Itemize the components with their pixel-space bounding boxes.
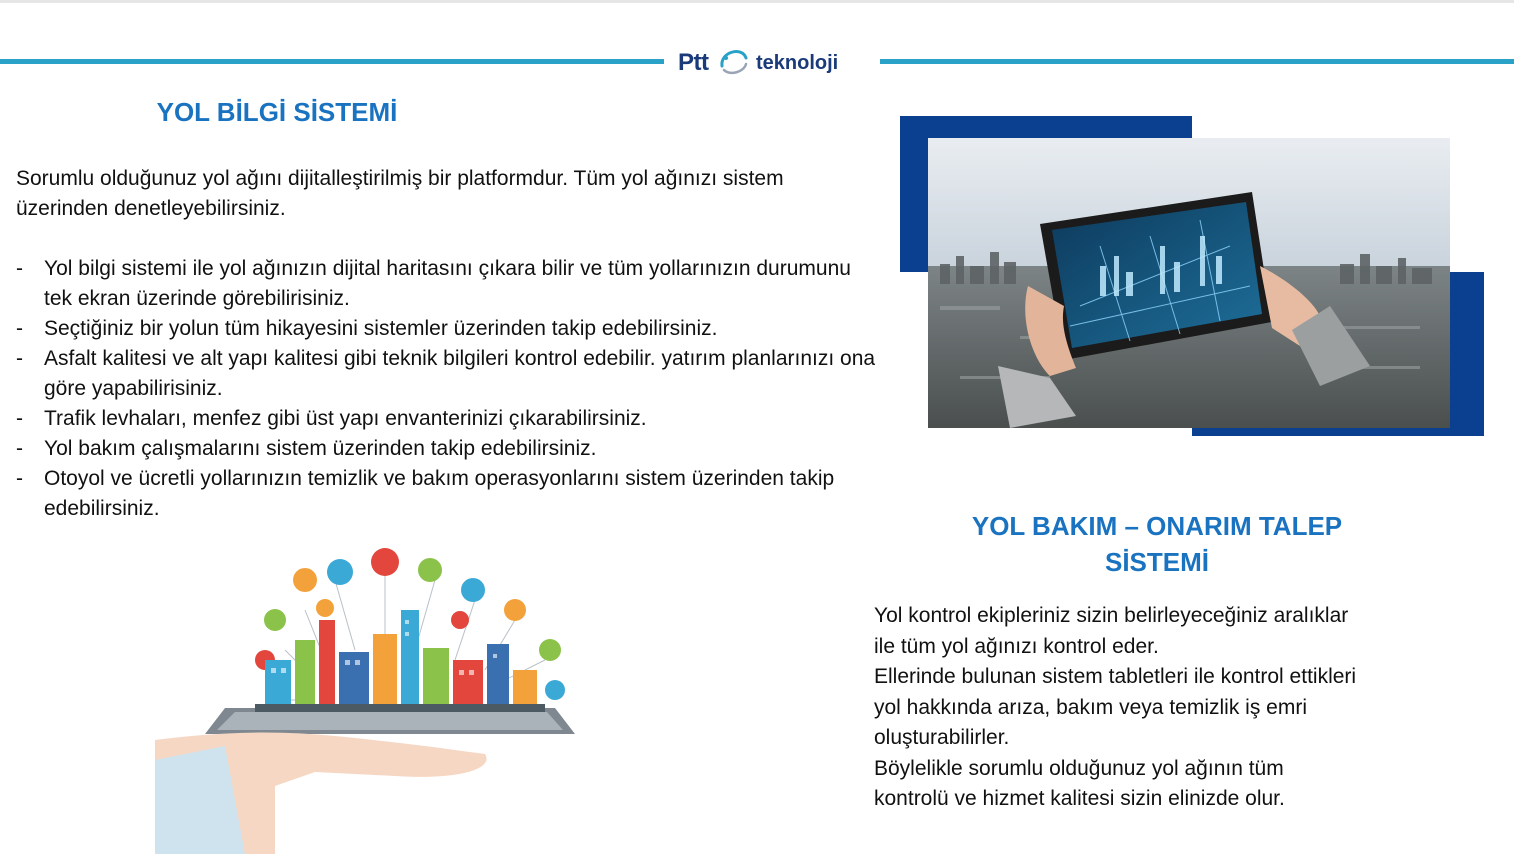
header-rule-right: [880, 59, 1514, 64]
paragraph-line: kontrolü ve hizmet kalitesi sizin elinizde olur.: [874, 787, 1285, 810]
list-item: - Trafik levhaları, menfez gibi üst yapı envanterinizi çıkarabilirsiniz.: [16, 407, 647, 430]
paragraph-line: Yol kontrol ekipleriniz sizin belirleyeceğiniz aralıklar: [874, 604, 1349, 627]
list-item: - Yol bilgi sistemi ile yol ağınızın dijital haritasını çıkara bilir ve tüm yollarınızın durumunu tek ekran üzerinde görebilirisiniz.: [16, 257, 851, 310]
paragraph-line: Ellerinde bulunan sistem tabletleri ile kontrol ettikleri: [874, 665, 1357, 688]
tablet-city-photo: [900, 116, 1484, 438]
header-rule-left: [0, 59, 664, 64]
logo-ptt-text: Ptt: [678, 49, 709, 76]
ptt-teknoloji-logo: [672, 42, 872, 82]
section1-bullet-list: [16, 254, 876, 524]
section2-title-line1: YOL BAKIM – ONARIM TALEP: [971, 511, 1343, 541]
top-divider: [0, 0, 1514, 3]
section1-intro: Sorumlu olduğunuz yol ağını dijitalleştirilmiş bir platformdur. Tüm yol ağınızı sistem üzerinden denetleyebilirsiniz.: [16, 167, 784, 220]
logo-teknoloji-text: teknoloji: [756, 52, 839, 74]
paragraph-line: ile tüm yol ağınızı kontrol eder.: [874, 634, 1159, 658]
paragraph-line: Böylelikle sorumlu olduğunuz yol ağının tüm: [874, 756, 1284, 780]
section1-title: YOL BİLGİ SİSTEMİ: [156, 97, 398, 127]
logo-swirl-icon: [716, 44, 750, 78]
list-item: - Asfalt kalitesi ve alt yapı kalitesi gibi teknik bilgileri kontrol edebilir. yatırım planlarınızı ona göre yapabilirisiniz.: [16, 347, 876, 400]
paragraph-line: oluşturabilirler.: [874, 726, 1010, 749]
list-item: - Seçtiğiniz bir yolun tüm hikayesini sistemler üzerinden takip edebilirsiniz.: [16, 317, 718, 340]
section2-title: [900, 508, 1414, 580]
list-item: - Yol bakım çalışmalarını sistem üzerinden takip edebilirsiniz.: [16, 437, 597, 460]
section2-paragraph: [874, 601, 1474, 815]
smart-city-illustration: [155, 540, 615, 854]
list-item: - Otoyol ve ücretli yollarınızın temizlik ve bakım operasyonlarını sistem üzerinden takip edebilirsiniz.: [16, 467, 835, 520]
section2-title-line2: SİSTEMİ: [1104, 547, 1209, 577]
paragraph-line: yol hakkında arıza, bakım veya temizlik iş emri: [874, 695, 1307, 719]
